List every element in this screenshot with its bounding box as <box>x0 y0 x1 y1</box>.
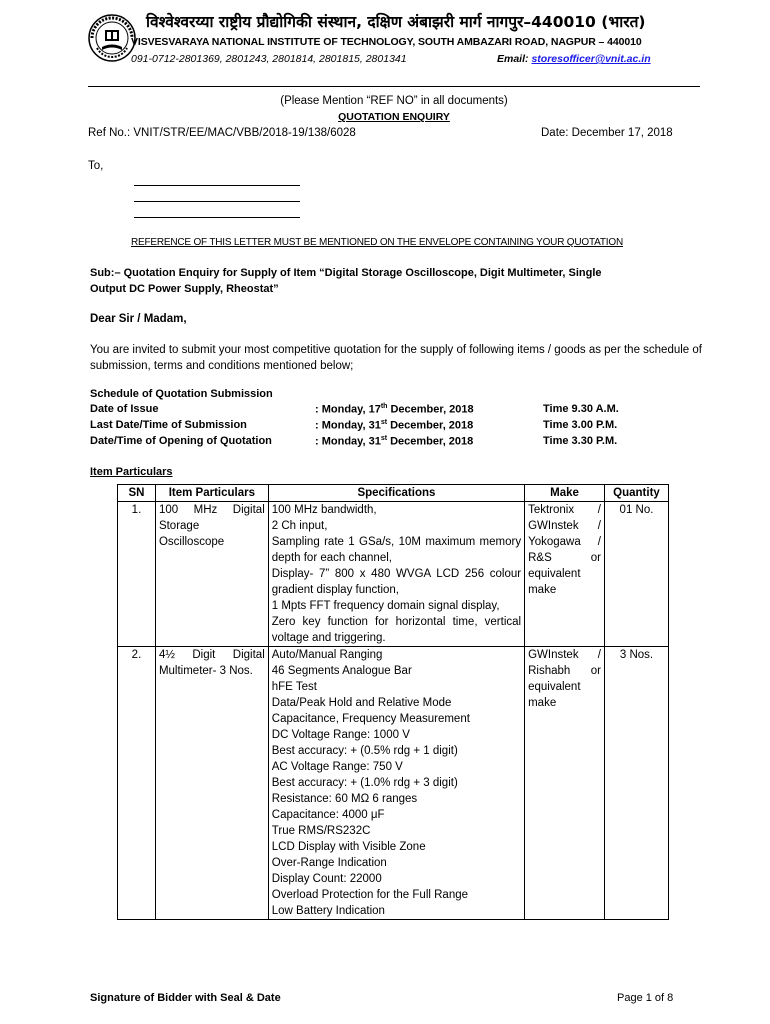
spec-line: LCD Display with Visible Zone <box>271 841 426 853</box>
spec-line: 100 MHz bandwidth, <box>271 504 377 516</box>
cell-item: 100 MHz Digital Storage Oscilloscope <box>155 502 268 647</box>
spec-line: Sampling rate 1 GSa/s, 10M maximum memory depth for each channel, <box>271 536 522 564</box>
spec-line: 1 Mpts FFT frequency domain signal display, <box>271 600 500 612</box>
address-blank-2 <box>134 201 300 202</box>
header-sn: SN <box>118 485 156 502</box>
cell-sn: 1. <box>118 502 156 647</box>
spec-line: True RMS/RS232C <box>271 825 371 837</box>
email-link[interactable]: storesofficer@vnit.ac.in <box>531 53 651 65</box>
spec-line: hFE Test <box>271 681 317 693</box>
page-number: Page 1 of 8 <box>617 992 674 1004</box>
spec-line: DC Voltage Range: 1000 V <box>271 729 410 741</box>
spec-line: Best accuracy: + (0.5% rdg + 1 digit) <box>271 745 458 757</box>
institute-name-english: VISVESVARAYA NATIONAL INSTITUTE OF TECHNOLOGY, SOUTH AMBAZARI ROAD, NAGPUR – 440010 <box>131 36 642 48</box>
cell-item: 4½ Digit Digital Multimeter- 3 Nos. <box>155 647 268 920</box>
schedule-label-submission: Last Date/Time of Submission <box>90 419 247 431</box>
cell-specs <box>268 647 524 920</box>
schedule-label-opening: Date/Time of Opening of Quotation <box>90 435 272 447</box>
spec-line: 2 Ch input, <box>271 520 328 532</box>
email-label: Email: <box>497 53 529 65</box>
schedule-label-issue: Date of Issue <box>90 403 159 415</box>
institute-seal-logo <box>88 14 136 62</box>
subject-line-2: Output DC Power Supply, Rheostat” <box>90 283 279 295</box>
schedule-time-opening: Time 3.30 P.M. <box>543 435 618 447</box>
ref-notice: (Please Mention “REF NO” in all documents) <box>280 95 508 107</box>
spec-line: 46 Segments Analogue Bar <box>271 665 412 677</box>
schedule-date-opening: : Monday, 31st December, 2018 <box>315 435 474 448</box>
schedule-date-issue: : Monday, 17th December, 2018 <box>315 403 474 416</box>
schedule-date-submission: : Monday, 31st December, 2018 <box>315 419 474 432</box>
letter-date: Date: December 17, 2018 <box>541 127 673 139</box>
spec-line: Zero key function for horizontal time, vertical voltage and triggering. <box>271 616 522 644</box>
cell-make: GWInstek / Rishabh or equivalent make <box>525 647 605 920</box>
to-line: To, <box>88 160 104 172</box>
spec-line: Capacitance, Frequency Measurement <box>271 713 470 725</box>
schedule-time-submission: Time 3.00 P.M. <box>543 419 618 431</box>
intro-paragraph: You are invited to submit your most competitive quotation for the supply of following items / goods as per the schedule of submission, terms and conditions mentioned below; <box>90 344 702 372</box>
schedule-heading: Schedule of Quotation Submission <box>90 388 273 400</box>
institute-name-hindi: विश्वेश्वरय्या राष्ट्रीय प्रौद्योगिकी संस्थान, दक्षिण अंबाझरी मार्ग नागपुर–440010 (भारत) <box>146 13 646 31</box>
cell-make: Tektronix / GWInstek / Yokogawa / R&S or equivalent make <box>525 502 605 647</box>
address-blank-3 <box>134 217 300 218</box>
header-specs: Specifications <box>268 485 524 502</box>
table-header-row <box>118 485 669 502</box>
schedule-time-issue: Time 9.30 A.M. <box>543 403 619 415</box>
cell-specs <box>268 502 524 647</box>
spec-line: Low Battery Indication <box>271 905 385 917</box>
header-divider <box>88 86 700 87</box>
items-heading: Item Particulars <box>90 466 173 478</box>
subject-line-1: Sub:– Quotation Enquiry for Supply of Item “Digital Storage Oscilloscope, Digit Multimeter, Single <box>90 267 602 279</box>
spec-line: Display Count: 22000 <box>271 873 382 885</box>
salutation: Dear Sir / Madam, <box>90 313 187 325</box>
cell-sn: 2. <box>118 647 156 920</box>
spec-line: Capacitance: 4000 μF <box>271 809 385 821</box>
cell-quantity: 3 Nos. <box>605 647 669 920</box>
phone-numbers: 091-0712-2801369, 2801243, 2801814, 2801815, 2801341 <box>131 53 407 65</box>
header-make: Make <box>525 485 605 502</box>
spec-line: Over-Range Indication <box>271 857 387 869</box>
spec-line: Auto/Manual Ranging <box>271 649 383 661</box>
signature-line: Signature of Bidder with Seal & Date <box>90 992 281 1004</box>
spec-line: Resistance: 60 MΩ 6 ranges <box>271 793 418 805</box>
cell-quantity: 01 No. <box>605 502 669 647</box>
spec-line: Best accuracy: + (1.0% rdg + 3 digit) <box>271 777 458 789</box>
email-line <box>497 53 651 65</box>
reference-number: Ref No.: VNIT/STR/EE/MAC/VBB/2018-19/138/6028 <box>88 127 356 139</box>
document-title: QUOTATION ENQUIRY <box>338 111 450 123</box>
spec-line: Data/Peak Hold and Relative Mode <box>271 697 452 709</box>
reference-note: REFERENCE OF THIS LETTER MUST BE MENTIONED ON THE ENVELOPE CONTAINING YOUR QUOTATION <box>131 237 623 248</box>
table-row <box>118 502 669 647</box>
spec-line: Display- 7” 800 x 480 WVGA LCD 256 colour gradient display function, <box>271 568 522 596</box>
address-blank-1 <box>134 185 300 186</box>
spec-line: Overload Protection for the Full Range <box>271 889 469 901</box>
header-item: Item Particulars <box>155 485 268 502</box>
spec-line: AC Voltage Range: 750 V <box>271 761 403 773</box>
header-quantity: Quantity <box>605 485 669 502</box>
table-row <box>118 647 669 920</box>
items-table <box>117 484 669 920</box>
